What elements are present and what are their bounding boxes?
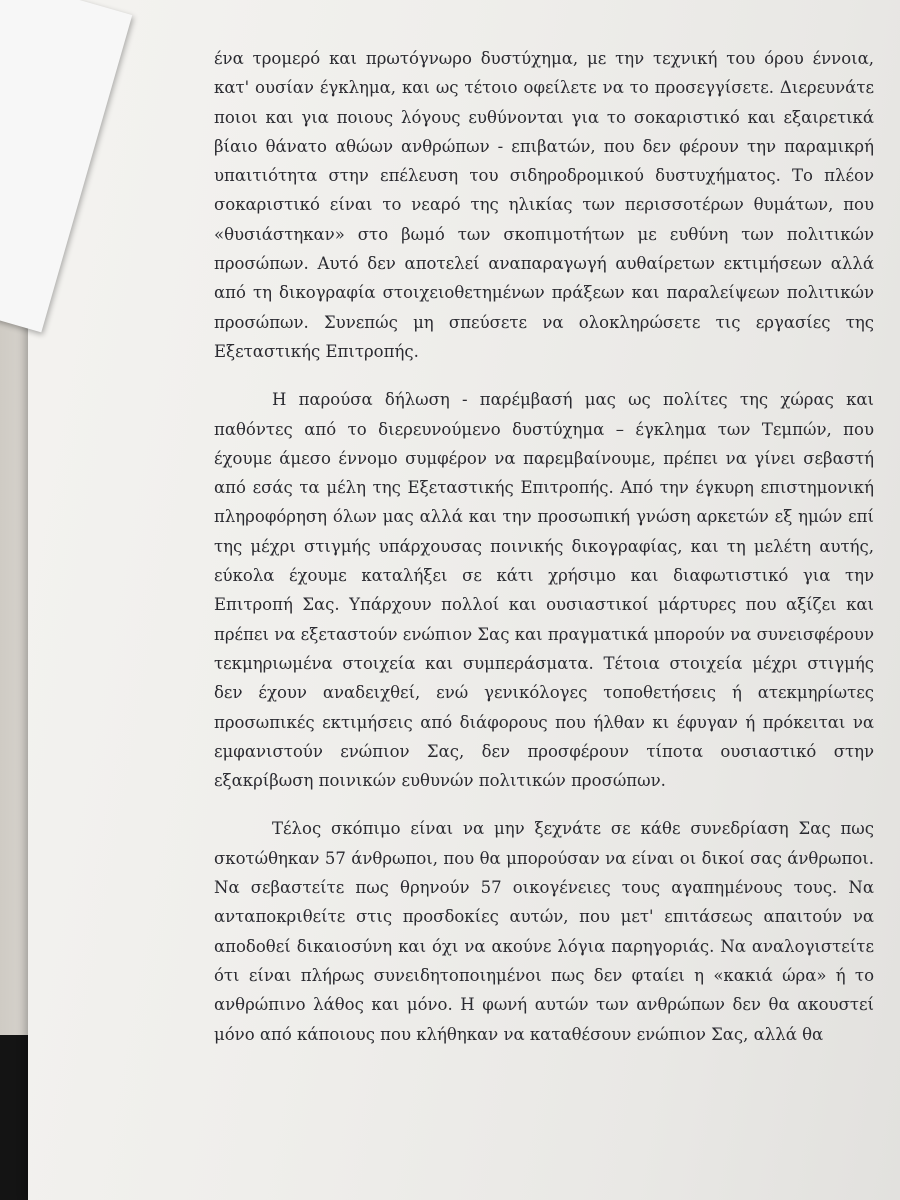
paragraph-2: Η παρούσα δήλωση - παρέμβασή μας ως πολίτες της χώρας και παθόντες από το διερευνούμενο δυστύχημα – έγκλημα των Τεμπών, που έχουμε άμεσο έννομο συμφέρον να παρεμβαίνουμε, πρέπει να γίνει σεβαστή από εσάς τα μέλη της Εξεταστικής Επιτροπής. Από την έγκυρη επιστημονική πληροφόρηση όλων μας αλλά και την προσωπική γνώση αρκετών εξ ημών επί της μέχρι στιγμής υπάρχουσας ποινικής δικογραφίας, και τη μελέτη αυτής, εύκολα έχουμε καταλήξει σε κάτι χρήσιμο και διαφωτιστικό για την Επιτροπή Σας. Υπάρχουν πολλοί και ουσιαστικοί μάρτυρες που αξίζει και πρέπει να εξεταστούν ενώπιον Σας και πραγματικά μπορούν να συνεισφέρουν τεκμηριωμένα στοιχεία και συμπεράσματα. Τέτοια στοιχεία μέχρι στιγμής δεν έχουν αναδειχθεί, ενώ γενικόλογες τοποθετήσεις ή ατεκμηρίωτες προσωπικές εκτιμήσεις από διάφορους που ήλθαν κι έφυγαν ή πρόκειται να εμφανιστούν ενώπιον Σας, δεν προσφέρουν τίποτα ουσιαστικό στην εξακρίβωση ποινικών ευθυνών πολιτικών προσώπων. [214, 390, 874, 791]
document-page [28, 0, 900, 1200]
paragraph-1: ένα τρομερό και πρωτόγνωρο δυστύχημα, με την τεχνική του όρου έννοια, κατ' ουσίαν έγκλημα, και ως τέτοιο οφείλετε να το προσεγγίσετε. Διερευνάτε ποιοι και για ποιους λόγους ευθύνονται για το σοκαριστικό και εξαιρετικά βίαιο θάνατο αθώων ανθρώπων - επιβατών, που δεν φέρουν την παραμικρή υπαιτιότητα στην επέλευση του σιδηροδρομικού δυστυχήματος. Το πλέον σοκαριστικό είναι το νεαρό της ηλικίας των περισσοτέρων θυμάτων, που «θυσιάστηκαν» στο βωμό των σκοπιμοτήτων με ευθύνη των πολιτικών προσώπων. Αυτό δεν αποτελεί αναπαραγωγή αυθαίρετων εκτιμήσεων αλλά από τη δικογραφία στοιχειοθετημένων πράξεων και παραλείψεων πολιτικών προσώπων. Συνεπώς μη σπεύσετε να ολοκληρώσετε τις εργασίες της Εξεταστικής Επιτροπής. [214, 49, 874, 361]
paragraph-3: Τέλος σκόπιμο είναι να μην ξεχνάτε σε κάθε συνεδρίαση Σας πως σκοτώθηκαν 57 άνθρωποι, που θα μπορούσαν να είναι οι δικοί σας άνθρωποι. Να σεβαστείτε πως θρηνούν 57 οικογένειες τους αγαπημένους τους. Να ανταποκριθείτε στις προσδοκίες αυτών, που μετ' επιτάσεως απαιτούν να αποδοθεί δικαιοσύνη και όχι να ακούνε λόγια παρηγοριάς. Να αναλογιστείτε ότι είναι πλήρως συνειδητοποιημένοι πως δεν φταίει η «κακιά ώρα» ή το ανθρώπινο λάθος και μόνο. Η φωνή αυτών των ανθρώπων δεν θα ακουστεί μόνο από κάποιους που κλήθηκαν να καταθέσουν ενώπιον Σας, αλλά θα [214, 819, 874, 1044]
document-body [214, 44, 874, 1049]
